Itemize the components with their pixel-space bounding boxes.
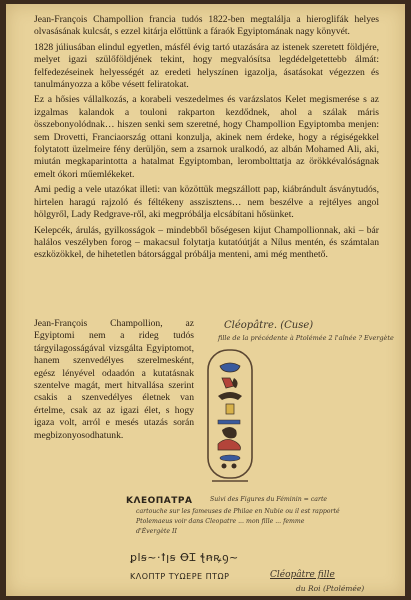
paragraph: Ami pedig a vele utazókat illeti: van közöttük megszállott pap, kiábrándult ásványtudós, hirtelen haragú rajzoló és féltékeny asszisztens… nem beszélve a rejtélyes angol hölgyről, Lady Redgrave-ről, aki megpróbálja elcsábítani hősünket.: [34, 184, 379, 221]
main-text: [34, 14, 379, 265]
handwritten-note: Suivi des Figures du Féminin = carte: [210, 496, 328, 503]
greek-name: ΚΛΕΟΠΑΤΡΑ: [126, 496, 193, 506]
handwritten-note: du Roi (Ptolémée): [296, 584, 365, 593]
handwritten-note: Ptolemaeus voir dans Cleopatre ... mon fille ... femme: [136, 518, 305, 525]
paragraph: Jean-François Champollion francia tudós 1822-ben megtalálja a hieroglifák helyes olvasásának kulcsát, s ezzel kitárja előttünk a fáraók Egyiptomának nagy könyvét.: [34, 14, 379, 38]
paragraph: Kelepcék, árulás, gyilkosságok – mindebből bőségesen kijut Champollionnak, aki – bár halálos veszélyben forog – makacsul folytatja kutatóútját a Nílus mentén, és számtalan eszközökkel, de hihetetlen bátorsággal próbálja menteni, ami még menthető.: [34, 224, 379, 261]
paragraph: 1828 júliusában elindul egyetlen, másfél évig tartó utazására az istenek szeretett földjére, melyet igazi szülőföldjének tekint, hogy megvalósítsa legdédelgetettebb álmát: felfedezéseinek helyességét az eredeti helyszínen igazolja, ásatásokat végezzen és tanulmányozza a kőbe vésett feliratokat.: [34, 41, 379, 91]
handwritten-title: Cléopâtre. (Cuse): [224, 320, 314, 331]
demotic-script: ꝑlꞩ~·ꝉꞁꞩ ꝊꞮ ꞎꞥꝶꝯ~: [130, 551, 239, 564]
paragraph: Ez a hősies vállalkozás, a korabeli veszedelmes és varázslatos Kelet megismerése s az izgalmas kalandok a touloni rakparton kezdődnek, ahol a szálak máris összebonyolódnak… hiszen senki sem szeretné, hogy Champollion Egyiptomba menjen: sem Drovetti, Franciaország ottani konzulja, akinek nem érdeke, hogy a régiségekkel folytatott üzelmeire fény derüljön, sem a zsarnok uralkodó, az albán Mohamed Ali, aki, miután megkaparintotta a hatalmat Egyiptomban, lerombolttatja az örökkévalóságnak emelt ókori műemlékeket.: [34, 94, 379, 180]
coptic-line: ΚΛΟΠΤΡ ΤΥΩΕΡΕ ΠΤΩΡ: [130, 572, 230, 581]
handwritten-cleopatra: Cléopâtre fille: [270, 570, 335, 580]
handwritten-note: cartouche sur les fameuses de Philae en Nubie ou il est rapporté: [136, 508, 340, 515]
cleopatra-cartouche-icon: [204, 348, 256, 488]
book-back-cover: [6, 4, 405, 596]
handwritten-note: fille de la précédente à Ptolémée 2 l'aînée ? Evergète: [218, 334, 394, 342]
paragraph: Jean-François Champollion, az Egyiptomi nem a rideg tudós tárgyilagosságával vizsgálta Egyiptomot, hanem szenvedélyes szerelmesként, egész lényével odaadón a kutatásnak szentelve magát, mert hitvallása szerint csakis a szenvedélyes életnek van értelme, csak az az igazi élet, s hogy igaza volt, arról e mesés utazás során megbizonyosodhatunk.: [34, 318, 194, 441]
handwritten-note: d'Évergète II: [136, 528, 177, 535]
narrow-paragraph: [34, 318, 194, 442]
